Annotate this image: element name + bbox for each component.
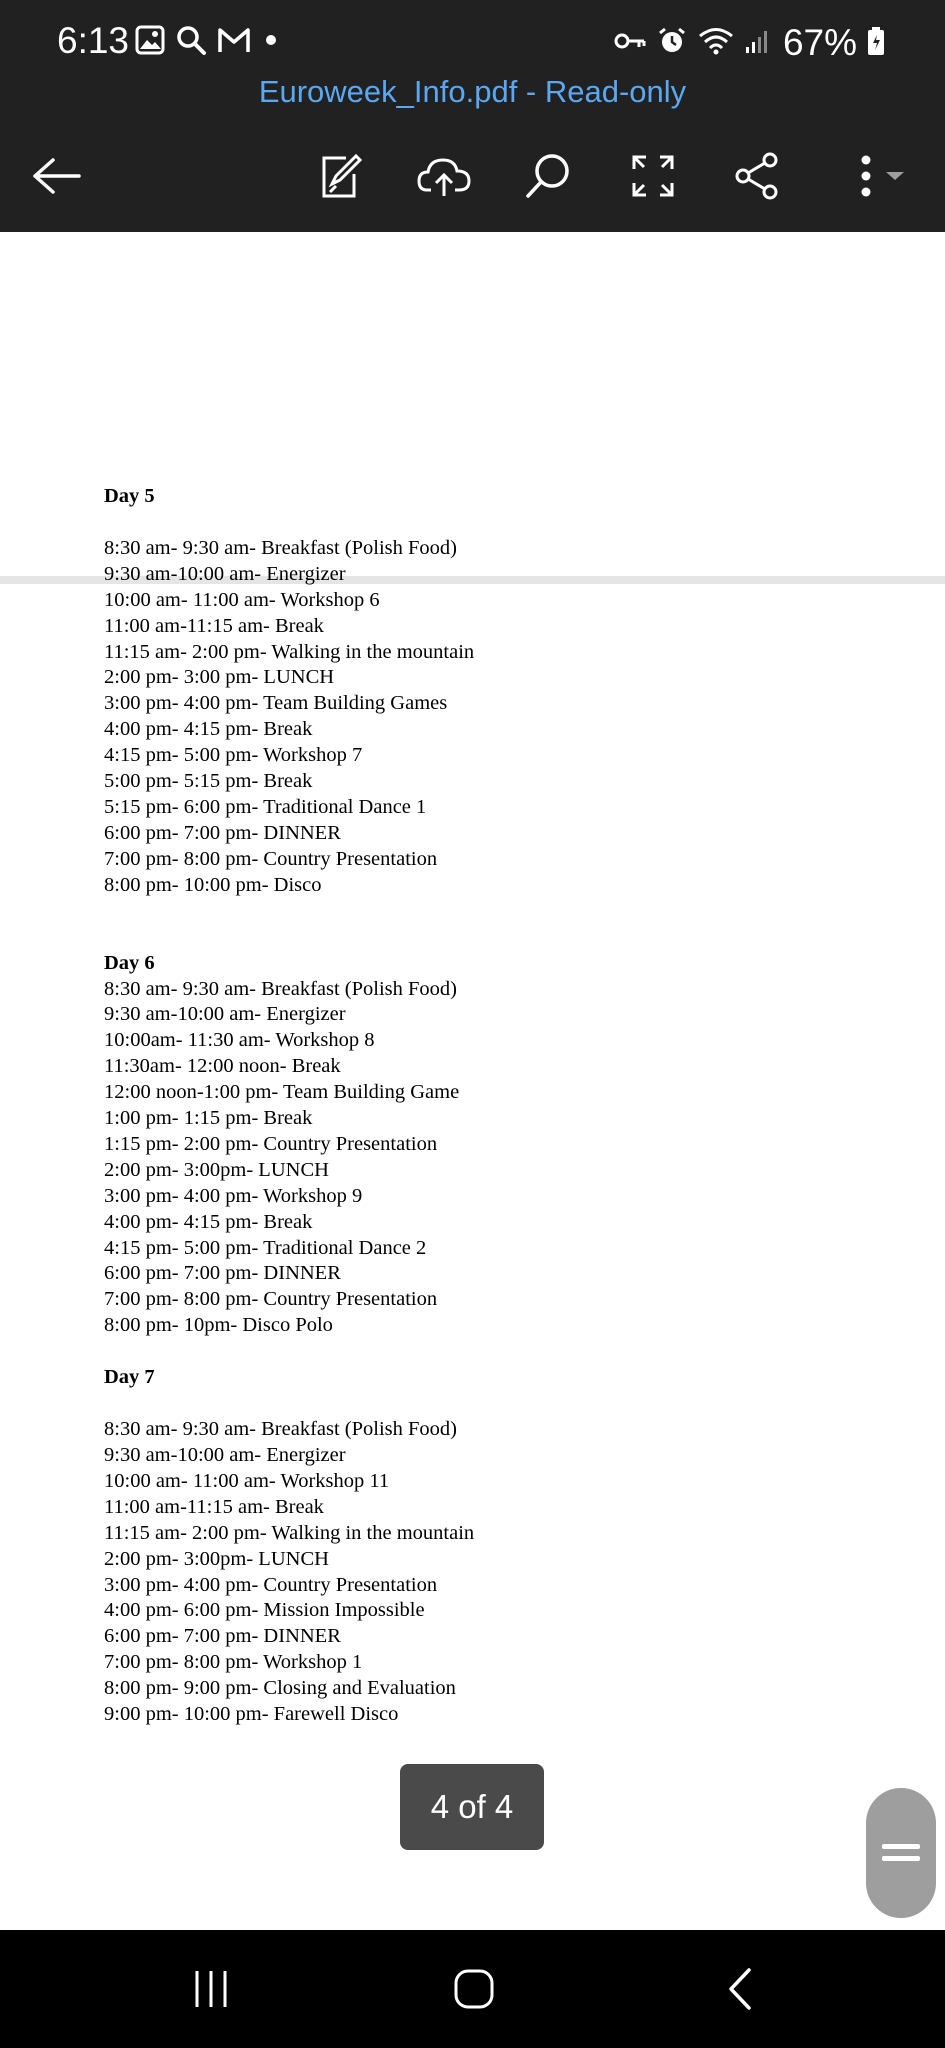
- gmail-icon: [217, 26, 251, 59]
- schedule-line: 11:00 am-11:15 am- Break: [104, 614, 324, 637]
- schedule-line: 2:00 pm- 3:00pm- LUNCH: [104, 1158, 329, 1181]
- schedule-line: 3:00 pm- 4:00 pm- Country Presentation: [104, 1573, 438, 1596]
- notification-icons: [135, 24, 281, 61]
- schedule-line: 3:00 pm- 4:00 pm- Team Building Games: [104, 692, 448, 715]
- back-arrow-icon[interactable]: [22, 146, 92, 206]
- battery-icon: [867, 26, 885, 61]
- schedule-line: 11:15 am- 2:00 pm- Walking in the mountain: [104, 1521, 475, 1544]
- schedule-line: 9:00 pm- 10:00 pm- Farewell Disco: [104, 1703, 399, 1726]
- search-icon[interactable]: [513, 146, 583, 206]
- schedule-line: 6:00 pm- 7:00 pm- DINNER: [104, 1625, 341, 1648]
- day-heading: Day 7: [104, 1366, 155, 1389]
- nav-back-icon[interactable]: [700, 1954, 780, 2024]
- schedule-line: 7:00 pm- 8:00 pm- Country Presentation: [104, 1288, 438, 1311]
- fullscreen-icon[interactable]: [618, 146, 688, 206]
- day-heading: Day 6: [104, 951, 155, 974]
- schedule-line: 9:30 am-10:00 am- Energizer: [104, 562, 346, 585]
- wifi-icon: [697, 26, 735, 61]
- home-icon[interactable]: [434, 1954, 514, 2024]
- share-icon[interactable]: [722, 146, 792, 206]
- status-time: 6:13: [57, 20, 130, 61]
- page-indicator: 4 of 4: [400, 1764, 544, 1850]
- paragraph-gap: [104, 925, 474, 951]
- gallery-icon: [135, 25, 165, 60]
- system-icons: [613, 22, 885, 64]
- schedule-line: 7:00 pm- 8:00 pm- Workshop 1: [104, 1651, 363, 1674]
- schedule-line: 1:00 pm- 1:15 pm- Break: [104, 1107, 313, 1130]
- schedule-line: 11:30am- 12:00 noon- Break: [104, 1055, 341, 1078]
- schedule-line: 8:00 pm- 10:00 pm- Disco: [104, 873, 322, 896]
- schedule-line: 6:00 pm- 7:00 pm- DINNER: [104, 821, 341, 844]
- schedule-line: 11:00 am-11:15 am- Break: [104, 1495, 324, 1518]
- schedule-line: 2:00 pm- 3:00 pm- LUNCH: [104, 666, 335, 689]
- schedule-line: 8:30 am- 9:30 am- Breakfast (Polish Food): [104, 977, 458, 1000]
- schedule-line: 10:00 am- 11:00 am- Workshop 6: [104, 588, 380, 611]
- edit-icon[interactable]: [305, 146, 375, 206]
- document-page-content: [104, 484, 474, 1728]
- schedule-line: 2:00 pm- 3:00pm- LUNCH: [104, 1547, 329, 1570]
- navigation-bar: [0, 1930, 945, 2048]
- schedule-line: 8:00 pm- 10pm- Disco Polo: [104, 1314, 333, 1337]
- fast-scroll-handle[interactable]: [866, 1788, 936, 1918]
- search-icon: [175, 24, 207, 61]
- schedule-line: 4:00 pm- 4:15 pm- Break: [104, 718, 313, 741]
- cloud-upload-icon[interactable]: [409, 146, 479, 206]
- schedule-line: 8:30 am- 9:30 am- Breakfast (Polish Food): [104, 536, 458, 559]
- schedule-line: 5:15 pm- 6:00 pm- Traditional Dance 1: [104, 795, 427, 818]
- schedule-line: 10:00 am- 11:00 am- Workshop 11: [104, 1469, 390, 1492]
- schedule-line: 9:30 am-10:00 am- Energizer: [104, 1003, 346, 1026]
- paragraph-gap: [104, 899, 474, 925]
- toolbar: [0, 146, 945, 206]
- schedule-line: 4:00 pm- 4:15 pm- Break: [104, 1210, 313, 1233]
- paragraph-gap: [104, 1339, 474, 1365]
- schedule-line: 8:00 pm- 9:00 pm- Closing and Evaluation: [104, 1677, 456, 1700]
- battery-level: 67%: [782, 22, 857, 63]
- app-header: [0, 0, 945, 232]
- schedule-line: 10:00am- 11:30 am- Workshop 8: [104, 1029, 375, 1052]
- schedule-line: 7:00 pm- 8:00 pm- Country Presentation: [104, 847, 438, 870]
- paragraph-gap: [104, 510, 474, 536]
- paragraph-gap: [104, 1391, 474, 1417]
- signal-icon: [745, 27, 773, 60]
- schedule-line: 11:15 am- 2:00 pm- Walking in the mountain: [104, 640, 475, 663]
- schedule-line: 5:00 pm- 5:15 pm- Break: [104, 770, 313, 793]
- schedule-line: 4:15 pm- 5:00 pm- Traditional Dance 2: [104, 1236, 427, 1259]
- day-heading: Day 5: [104, 485, 155, 507]
- schedule-line: 4:15 pm- 5:00 pm- Workshop 7: [104, 744, 363, 767]
- schedule-line: 6:00 pm- 7:00 pm- DINNER: [104, 1262, 341, 1285]
- more-options-icon[interactable]: [838, 146, 918, 206]
- schedule-line: 4:00 pm- 6:00 pm- Mission Impossible: [104, 1599, 425, 1622]
- schedule-line: 1:15 pm- 2:00 pm- Country Presentation: [104, 1132, 438, 1155]
- schedule-line: 9:30 am-10:00 am- Energizer: [104, 1444, 346, 1466]
- alarm-icon: [657, 26, 687, 61]
- schedule-line: 8:30 am- 9:30 am- Breakfast (Polish Food): [104, 1418, 458, 1441]
- vpn-key-icon: [613, 30, 647, 57]
- recent-apps-icon[interactable]: [171, 1954, 251, 2024]
- document-title: Euroweek_Info.pdf - Read-only: [258, 74, 687, 109]
- schedule-line: 3:00 pm- 4:00 pm- Workshop 9: [104, 1184, 363, 1207]
- dot-icon: [261, 30, 281, 55]
- schedule-line: 12:00 noon-1:00 pm- Team Building Game: [104, 1081, 460, 1104]
